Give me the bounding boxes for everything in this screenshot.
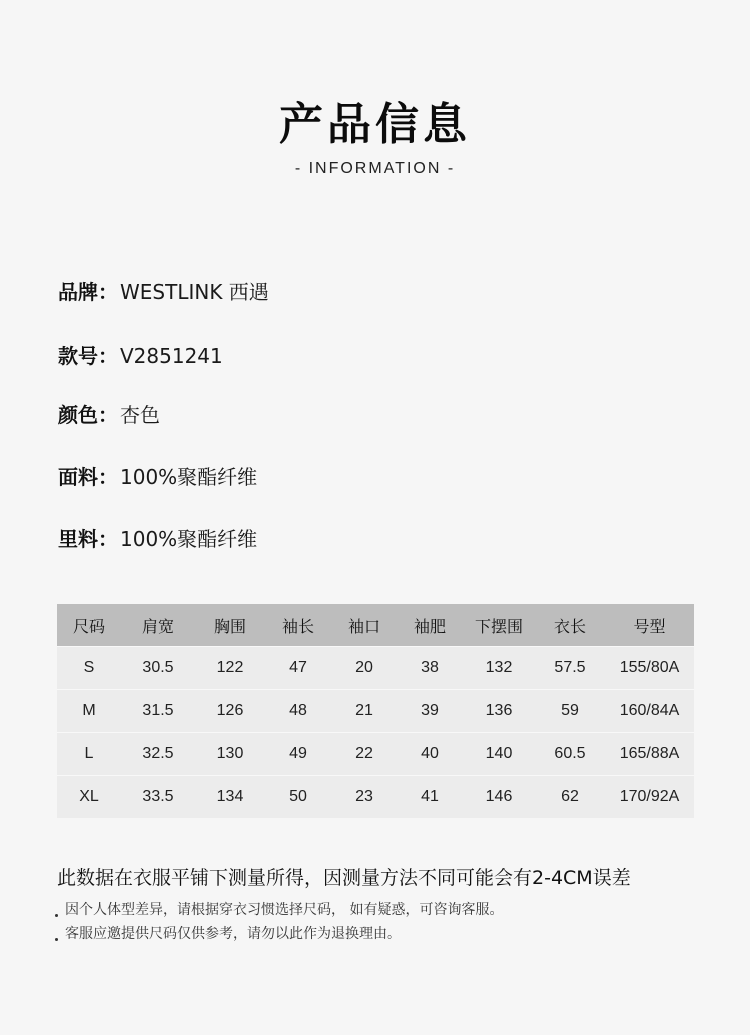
table-cell: 155/80A <box>605 647 694 690</box>
table-cell: 32.5 <box>121 733 195 776</box>
style-number-value: V2851241 <box>120 344 223 368</box>
table-cell: 170/92A <box>605 776 694 819</box>
page-subtitle: - INFORMATION - <box>294 160 456 177</box>
table-cell: 47 <box>265 647 331 690</box>
table-cell: 134 <box>195 776 265 819</box>
info-row-lining <box>58 525 257 553</box>
bullet-icon <box>55 938 58 941</box>
table-cell: 122 <box>195 647 265 690</box>
table-cell: M <box>57 690 121 733</box>
header-fit-code: 号型 <box>605 604 694 647</box>
table-cell: 41 <box>397 776 463 819</box>
table-row <box>57 733 694 776</box>
table-cell: 60.5 <box>535 733 605 776</box>
header-chest: 胸围 <box>195 604 265 647</box>
note-text: 因个人体型差异，请根据穿衣习惯选择尺码， 如有疑惑，可咨询客服。 <box>65 902 504 918</box>
table-cell: 21 <box>331 690 397 733</box>
header-length: 衣长 <box>535 604 605 647</box>
table-cell: 146 <box>463 776 535 819</box>
table-cell: 136 <box>463 690 535 733</box>
table-cell: 23 <box>331 776 397 819</box>
lining-value: 100%聚酯纤维 <box>120 527 258 551</box>
info-row-fabric <box>58 463 257 491</box>
table-cell: 160/84A <box>605 690 694 733</box>
header-cuff: 袖口 <box>331 604 397 647</box>
header-hem: 下摆围 <box>463 604 535 647</box>
table-cell: 49 <box>265 733 331 776</box>
table-cell: 62 <box>535 776 605 819</box>
note-item <box>55 899 503 919</box>
table-row <box>57 690 694 733</box>
color-label: 颜色： <box>58 403 118 427</box>
header-shoulder: 肩宽 <box>121 604 195 647</box>
table-cell: 30.5 <box>121 647 195 690</box>
size-table-header <box>57 604 694 647</box>
table-cell: 126 <box>195 690 265 733</box>
table-cell: 59 <box>535 690 605 733</box>
table-cell: 132 <box>463 647 535 690</box>
fabric-label: 面料： <box>58 465 118 489</box>
table-cell: 38 <box>397 647 463 690</box>
note-text: 客服应邀提供尺码仅供参考，请勿以此作为退换理由。 <box>65 926 401 942</box>
table-row <box>57 776 694 819</box>
fabric-value: 100%聚酯纤维 <box>120 465 258 489</box>
table-cell: 48 <box>265 690 331 733</box>
info-row-style-number <box>58 342 223 370</box>
table-cell: 50 <box>265 776 331 819</box>
info-row-brand <box>58 278 269 306</box>
style-number-label: 款号： <box>58 344 118 368</box>
table-cell: L <box>57 733 121 776</box>
table-cell: 31.5 <box>121 690 195 733</box>
lining-label: 里料： <box>58 527 118 551</box>
table-cell: 22 <box>331 733 397 776</box>
color-value: 杏色 <box>120 403 160 427</box>
table-cell: 57.5 <box>535 647 605 690</box>
header-sleeve-length: 袖长 <box>265 604 331 647</box>
table-cell: XL <box>57 776 121 819</box>
table-cell: 140 <box>463 733 535 776</box>
table-cell: 165/88A <box>605 733 694 776</box>
table-cell: 40 <box>397 733 463 776</box>
table-cell: 39 <box>397 690 463 733</box>
info-row-color <box>58 401 160 429</box>
table-cell: 130 <box>195 733 265 776</box>
size-table <box>57 604 694 818</box>
measurement-note: 此数据在衣服平铺下测量所得，因测量方法不同可能会有2-4CM误差 <box>57 867 631 889</box>
bullet-icon <box>55 914 58 917</box>
table-row <box>57 647 694 690</box>
note-item <box>55 923 401 943</box>
table-cell: 33.5 <box>121 776 195 819</box>
page-title: 产品信息 <box>279 99 471 150</box>
brand-value: WESTLINK 西遇 <box>120 280 269 304</box>
header-sleeve-width: 袖肥 <box>397 604 463 647</box>
brand-label: 品牌： <box>58 280 118 304</box>
table-cell: S <box>57 647 121 690</box>
table-cell: 20 <box>331 647 397 690</box>
header-size: 尺码 <box>57 604 121 647</box>
